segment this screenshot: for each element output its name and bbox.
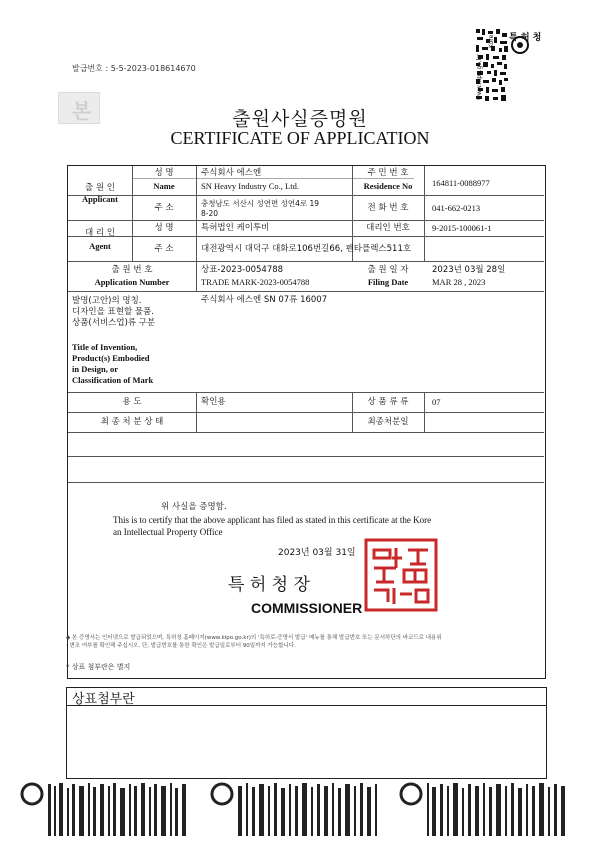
notice-text: [66, 634, 546, 650]
attachment-title: 상표첨부란: [72, 692, 135, 707]
notice-line-1: ◆ 본 증명서는 인터넷으로 발급되었으며, 특허청 홈페이지(www.kipo.go.kr)의 '특허로-증명서 발급' 메뉴를 통해 발급번호 또는 문서하단의 바코드로 내용위: [66, 635, 442, 641]
title-korean: 출원사실증명원: [232, 108, 368, 130]
certify-text-en-2: an Intellectual Property Office: [113, 527, 223, 537]
notice-line-2: · 변조 여부를 확인해 주십시오. 단, 발급번호를 통한 확인은 발급일로부터 90일까지 가능합니다.: [66, 643, 296, 649]
original-stamp-char: 본: [72, 99, 92, 123]
invention-label-en-1: Title of Invention,: [72, 342, 138, 352]
filing-date-label-kr: 출 원 일 자: [367, 265, 409, 275]
invention-value: 주식회사 에스엔 SN 07류 16007: [201, 295, 328, 305]
applicant-address-line2: 8-20: [201, 209, 219, 218]
invention-label-en-4: Classification of Mark: [72, 375, 154, 385]
usage-value: 확인용: [201, 397, 226, 407]
name-label-en: Name: [153, 181, 175, 191]
barcode-icon: [208, 780, 386, 840]
application-number-label-kr: 출 원 번 호: [111, 265, 153, 275]
barcode-icon: [18, 780, 196, 840]
application-number-label-en: Application Number: [94, 277, 170, 287]
name-label-kr: 성 명: [154, 168, 174, 178]
residence-label-kr: 주 민 번 호: [367, 168, 409, 178]
agent-label-kr: 대 리 인: [84, 228, 116, 238]
filing-date-kr: 2023년 03월 28일: [432, 265, 506, 275]
product-class-value: 07: [432, 397, 441, 407]
applicant-address-line1: 충청남도 서산시 성연면 성연4로 19: [201, 199, 320, 208]
attachment-note: * 상표 첨부란은 별지: [66, 663, 131, 671]
invention-label-en-3: in Design, or: [72, 364, 119, 374]
agent-label-en: Agent: [89, 241, 111, 251]
applicant-name-en: SN Heavy Industry Co., Ltd.: [201, 181, 299, 191]
attachment-box: [66, 687, 547, 779]
filing-date-en: MAR 28 , 2023: [432, 277, 486, 287]
certify-text-en-1: This is to certify that the above applicant has filed as stated in this certificate at the Kore: [113, 515, 432, 525]
application-number-kr: 상표-2023-0054788: [201, 265, 284, 275]
kipo-short: Kore: [488, 34, 495, 48]
invention-label-kr-2: 디자인을 표현할 물품.: [72, 307, 155, 317]
agent-address-label: 주 소: [154, 244, 174, 254]
certificate-table: [67, 165, 546, 679]
applicant-label-en: Applicant: [82, 194, 118, 204]
usage-label: 용 도: [122, 397, 142, 407]
official-seal-icon: [364, 538, 438, 612]
applicant-name-kr: 주식회사 에스엔: [201, 168, 262, 178]
final-status-label: 최 종 처 분 상 태: [100, 417, 164, 427]
invention-label-en-2: Product(s) Embodied: [72, 353, 150, 363]
residence-label-en: Residence No: [363, 181, 413, 191]
invention-label-kr-3: 상품(서비스업)류 구분: [72, 318, 156, 328]
phone-label: 전 화 번 호: [367, 203, 409, 213]
applicant-address-label: 주 소: [154, 203, 174, 213]
commissioner-kr: 특 허 청 장: [228, 575, 310, 595]
agent-name: 특허법인 케이투비: [201, 223, 270, 233]
certify-date: 2023년 03월 31일: [278, 548, 356, 558]
title-english: CERTIFICATE OF APPLICATION: [170, 128, 430, 148]
attachment-divider: [66, 705, 546, 706]
invention-label-kr-1: 발명(고안)의 명칭.: [72, 296, 142, 306]
kipo-site: www.kipo.go.kr: [476, 54, 483, 100]
application-number-en: TRADE MARK-2023-0054788: [201, 277, 310, 287]
phone-number: 041-662-0213: [432, 203, 481, 213]
residence-number: 164811-0088977: [432, 178, 490, 188]
applicant-label-kr: 출 원 인: [84, 183, 116, 193]
final-date-label: 최종처분일: [367, 417, 409, 427]
certify-text-kr: 위 사실을 증명함.: [161, 502, 227, 512]
commissioner-en: COMMISSIONER: [251, 600, 363, 616]
kipo-label: 특 허 청: [509, 33, 542, 43]
barcode-icon: [397, 780, 575, 840]
product-class-label: 상 품 류 류: [367, 397, 409, 407]
agent-number: 9-2015-100061-1: [432, 223, 492, 233]
issue-number: 발급번호 : 5-5-2023-018614670: [72, 64, 196, 73]
agent-number-label: 대리인 번호: [366, 223, 410, 233]
agent-name-label: 성 명: [154, 223, 174, 233]
filing-date-label-en: Filing Date: [367, 277, 409, 287]
agent-address: 대전광역시 대덕구 대화로106번길66, 펜타플렉스511호: [201, 244, 412, 254]
